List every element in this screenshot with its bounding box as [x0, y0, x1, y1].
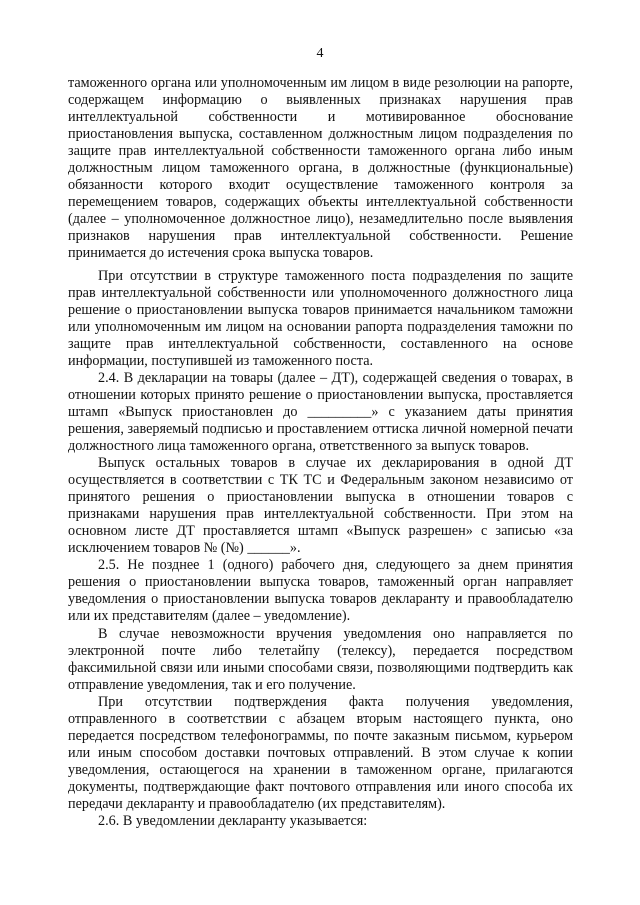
paragraph: При отсутствии подтверждения факта получения уведомления, отправленного в соответствии с абзацем вторым настоящего пункта, оно передается посредством телефонограммы, по почте заказным письмом, курьером или иным способом доставки почтовых отправлений. В этом случае к копии уведомления, остающегося на хранении в таможенном органе, прилагаются документы, подтверждающие факт почтового отправления или иного способа их передачи декларанту и правообладателю (их представителям).: [68, 693, 573, 812]
paragraph: 2.6. В уведомлении декларанту указывается:: [98, 813, 368, 830]
paragraph: таможенного органа или уполномоченным им лицом в виде резолюции на рапорте, содержащем информацию о выявленных признаках нарушения прав интеллектуальной собственности и мотивированное обоснование приостановления выпуска, составленном должностным лицом подразделения по защите прав интеллектуальной собственности таможенного органа либо иным должностным лицом таможенного органа, в должностные (функциональные) обязанности которого входит осуществление таможенного контроля за перемещением товаров, содержащих объекты интеллектуальной собственности (далее – уполномоченное должностное лицо), незамедлительно после выявления признаков нарушения прав интеллектуальной собственности. Решение принимается до истечения срока выпуска товаров.: [68, 75, 573, 262]
paragraph: 2.5. Не позднее 1 (одного) рабочего дня, следующего за днем принятия решения о приостановлении выпуска товаров, таможенный орган направляет уведомления о приостановлении выпуска товаров декларанту и правообладателю или их представителям (далее – уведомление).: [68, 557, 573, 625]
paragraph: В случае невозможности вручения уведомления оно направляется по электронной почте либо телетайпу (телексу), передается посредством факсимильной связи или иными способами связи, позволяющими подтвердить как отправление уведомления, так и его получение.: [68, 625, 573, 693]
document-body: [68, 75, 573, 830]
paragraph: Выпуск остальных товаров в случае их декларирования в одной ДТ осуществляется в соответствии с ТК ТС и Федеральным законом независимо от принятого решения о приостановлении выпуска в отношении товаров с признаками нарушения прав интеллектуальной собственности. При этом на основном листе ДТ проставляется штамп «Выпуск разрешен» с записью «за исключением товаров № (№) ______».: [68, 455, 573, 557]
paragraph: При отсутствии в структуре таможенного поста подразделения по защите прав интеллектуальной собственности или уполномоченного должностного лица решение о приостановлении выпуска товаров принимается начальником таможни или уполномоченным им лицом на основании рапорта подразделения таможни по защите прав интеллектуальной собственности, составленного на основе информации, поступившей из таможенного поста.: [68, 267, 573, 369]
paragraph: 2.4. В декларации на товары (далее – ДТ), содержащей сведения о товарах, в отношении которых принято решение о приостановлении выпуска, проставляется штамп «Выпуск приостановлен до _________» с указанием даты принятия решения, заверяемый подписью и проставлением оттиска личной номерной печати должностного лица таможенного органа, ответственного за выпуск товаров.: [68, 369, 573, 454]
page-number: 4: [316, 46, 324, 61]
